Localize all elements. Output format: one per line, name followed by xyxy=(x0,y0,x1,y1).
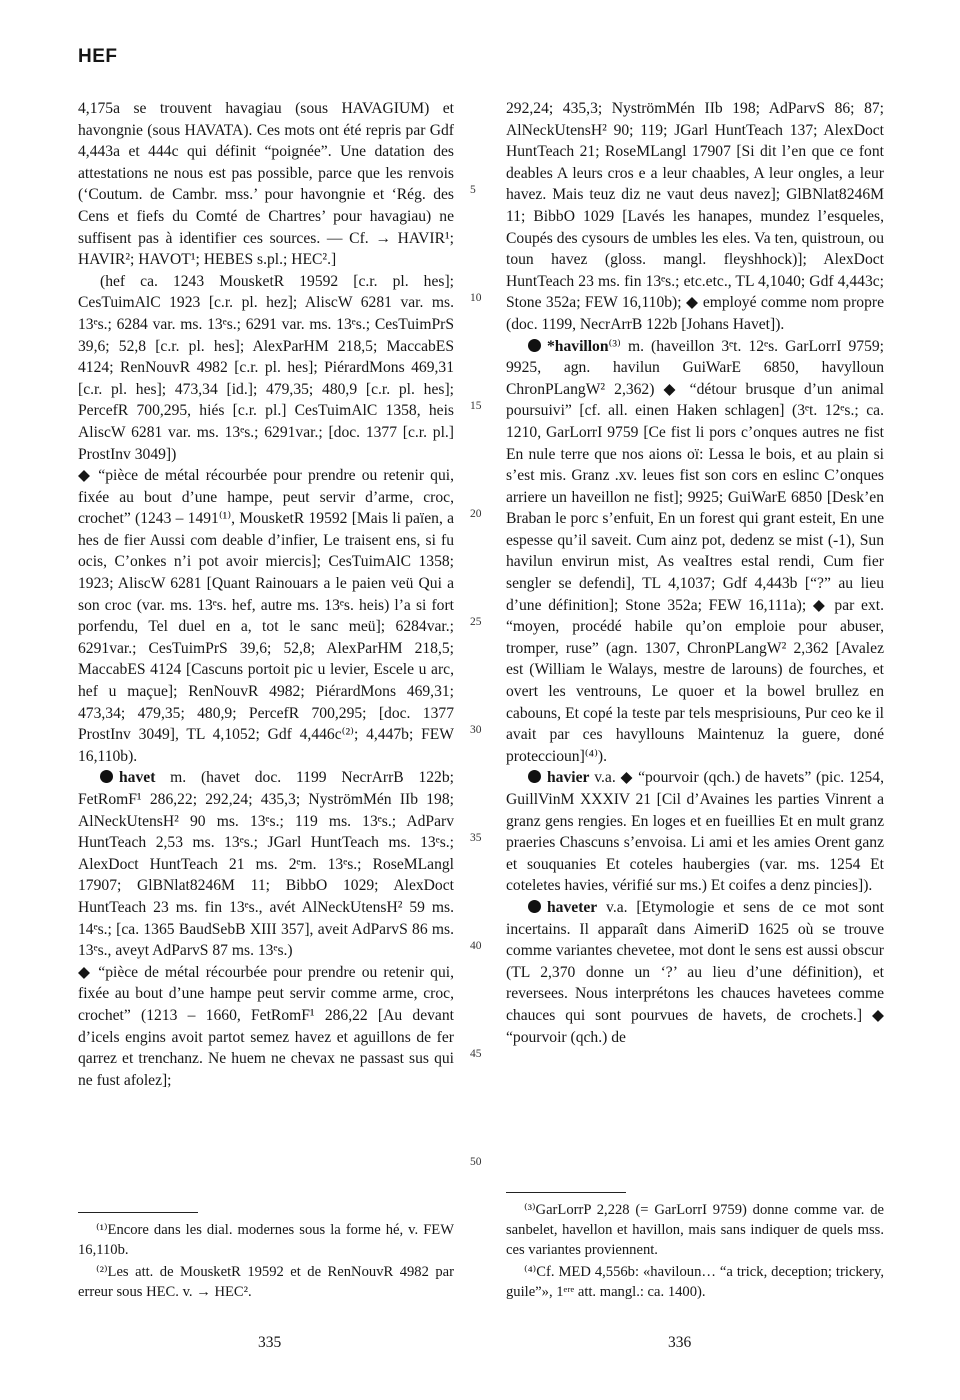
left-paragraph: ◆ “pièce de métal récourbée pour prendre ou retenir qui, fixée au bout d’une hampe peut servir comme arme, croc, crochet” (1213 – 1660, FetRomF¹ 286,22 [Au devant d’icels engins avoit partot semez havez et aguillons de fer qarrez et trenchanz. Ne huem ne chevax ne passast sus qui ne fust afolez]; xyxy=(78,963,454,1089)
line-number: 50 xyxy=(470,1156,482,1168)
entry-havet xyxy=(78,767,454,961)
entry-body: ⁽³⁾ m. (haveillon 3ᵉt. 12ᵉs. GarLorrI 9759; 9925, agn. havilun GuiWarE 6850, havylloun ChronPLangW² 2,362) ◆ “détour brusque d’un animal poursuivi” [cf. all. einen Haken schlagen] (3ᵉt. 12ᵉs.; ca. 1210, GarLorrI 9759 [Ce fist li pors c’onques autres ne fist En nule terre que nos aions oï: Lessa le bois, et au plain si s’est mis. Granz .xv. leues fist son cors en eslinc C’onques arriere un haveillon ne fist]; 9925; GuiWarE 6850 [Desk’en Braban le porc s’enfuit, En un forest qui grant esteit, En une espesse qu’il saveit. Cum ainz pot, dedenz se mist (-1), Sun havilun envirun mist, As veaItres estal rendi, Cum fier sengler se defendi], TL 4,1037; Gdf 4,443b [“?” au lieu d’une définition]; Stone 352a; FEW 16,111a); ◆ par ext. “moyen, procédé habile qu’on emploie pour abuser, tromper, ruse” (agn. 1307, ChronPLangW² 2,362 [Avalez est (William le Walays, mestre de larouns) de fourches, et overt les ventrouns, Le quoer et la bowel brullez en cabouns, Et copé la teste par tels mesprisiouns, Pur ceo ke il avait par ces havyllouns Maintenuz la guere, doné proteccioun]⁽⁴⁾). xyxy=(506,337,884,765)
footnote: ⁽³⁾GarLorrP 2,228 (= GarLorrI 9759) donne comme var. de sanbelet, havellon et havillon, mais sans indiquer de quels mss. ces variantes proviennent. xyxy=(506,1202,884,1258)
footnote: ⁽¹⁾Encore dans les dial. modernes sous la forme hé, v. FEW 16,110b. xyxy=(78,1222,454,1258)
footnotes-right xyxy=(506,1200,884,1304)
footnote-rule xyxy=(506,1192,626,1193)
right-column xyxy=(506,98,884,1048)
left-paragraph: 4,175a se trouvent havagiau (sous HAVAGIUM) et havongnie (sous HAVATA). Ces mots ont été repris par Gdf 4,443a et 444c qui définit “poignée”. Une datation des attestations ne nous est pas possible, parce que les renvois (‘Coutum. de Cambr. mss.’ pour havongnie et ‘Rég. des Cens et fiefs du Comté de Chartres’ pour havagiau) ne suffisent pas à identifier ces sources. — Cf. → HAVIR¹; HAVIR²; HAVOT¹; HEBES s.pl.; HEC².] xyxy=(78,100,454,269)
entry-haveter xyxy=(506,897,884,1048)
line-number: 15 xyxy=(470,400,482,412)
line-number: 20 xyxy=(470,508,482,520)
line-number: 45 xyxy=(470,1048,482,1060)
page-number-left: 335 xyxy=(258,1334,282,1351)
entry-body: v.a. ◆ “pourvoir (qch.) de havets” (pic. 1254, GuillVinM XXXIV 21 [Cil d’Avaines les parties Vinrent a granz gens rengies. En loges et en fueillies Et en mult granz praeries Chascuns s’envoisa. Li ami et les amies Orent ganz et souquanies Et coteles haubergies (var. ms. 1254 Et coteletes havies, vérifié sur ms.) Et coifes a denz pincies]). xyxy=(506,769,884,895)
line-number: 30 xyxy=(470,724,482,736)
left-paragraph: ◆ “pièce de métal récourbée pour prendre ou retenir qui, fixée au bout d’une hampe, peut servir d’arme, croc, crochet” (1243 – 1491⁽¹⁾, MousketR 19592 [Mais li païen, a hes de fier Aussi com deable d’infier, Le traisent ens, si fu ocis, C’onkes n’i pot avoir miercis]; CesTuimAlC 1358; 1923; AliscW 6281 [Quant Rainouars a le paien veü Qui a son croc (var. ms. 13ᵉs. hef, autre ms. 13ᵉs. heis) l’a si fort porfendu, Tel duel en a, tot le sanc meü]; 6284var.; 6291var.; CesTuimPrS 39,6; 52,8; AlexParHM 218,5; MaccabES 4124 [Cascuns portoit pic u levier, Escele u arc, hef u maçue]; RenNouvR 4982; PiérardMons 469,31; 473,34; 479,35; 480,9; PercefR 700,295; [doc. 1377 ProstInv 3049], TL 4,1052; Gdf 4,446c⁽²⁾; 4,447b; FEW 16,110b). xyxy=(78,467,454,765)
headword: haveter xyxy=(547,898,598,916)
entry-bullet-icon xyxy=(528,339,541,352)
line-number: 25 xyxy=(470,616,482,628)
footnote-rule xyxy=(78,1212,198,1213)
footnote: ⁽²⁾Les att. de MousketR 19592 et de RenNouvR 4982 par erreur sous HEC. v. → HEC². xyxy=(78,1264,454,1300)
headword: havier xyxy=(547,769,590,787)
page-number-right: 336 xyxy=(668,1334,692,1351)
line-number: 35 xyxy=(470,832,482,844)
left-paragraph: (hef ca. 1243 MousketR 19592 [c.r. pl. hes]; CesTuimAlC 1923 [c.r. pl. hez]; AliscW 6281 var. ms. 13ᵉs.; 6284 var. ms. 13ᵉs.; 6291 var. ms. 13ᵉs.; CesTuimPrS 39,6; 52,8 [c.r. pl. hes]; AlexParHM 218,5; MaccabES 4124; RenNouvR 4982 [c.r. pl. hes]; PiérardMons 469,31 [c.r. pl. hes]; 473,34 [id.]; 479,35; 480,9 [c.r. pl. hes]; PercefR 700,295, hiés [c.r. pl.] CesTuimAlC 1358, heis AliscW 6281 var. ms. 13ᵉs.; 6291var.; [doc. 1377 [c.r. pl.] ProstInv 3049]) xyxy=(78,272,454,463)
footnotes-left xyxy=(78,1220,454,1304)
headword: *havillon xyxy=(547,337,609,355)
entry-bullet-icon xyxy=(528,770,541,783)
entry-bullet-icon xyxy=(528,900,541,913)
entry-havillon xyxy=(506,336,884,768)
line-number: 10 xyxy=(470,292,482,304)
right-paragraph: 292,24; 435,3; NyströmMén IIb 198; AdParvS 86; 87; AlNeckUtensH² 90; 119; JGarl HuntTeach 137; AlexDoct HuntTeach 21; RoseMLangl 17907 [Si dit l’en que ce font deables A leurs cros e a leur chaables, A leur ongles, a leur havez. Mais teuz diz ne vaut deus navez]; GlBNlat8246M 11; BibbO 1029 [Lavés les hanapes, mundez l’esqueles, Coupés des cysours de umbles les eles. Va ten, quistroun, ou toun havez (gloss. mangl. fleyshhock)]; AlexDoct HuntTeach 23 ms. fin 13ᵉs.; etc.etc., TL 4,1040; Gdf 4,443c; Stone 352a; FEW 16,110b); ◆ employé comme nom propre (doc. 1199, NecrArrB 122b [Johans Havet]). xyxy=(506,100,884,333)
footnote: ⁽⁴⁾Cf. MED 4,556b: «haviloun… “a trick, deception; trickery, guile”», 1ᵉʳᵉ att. mangl.: ca. 1400). xyxy=(506,1264,884,1300)
entry-body: v.a. [Etymologie et sens de ce mot sont incertains. Il apparaît dans AimeriD 1625 où se trouve comme variantes chevetee, mot dont le sens est aussi obscur (TL 2,370 donne un ‘?’ au lieu d’une définition), et reversees. Nous interprétons les chauces havetees comme chauces qui sont pourvues de havets, de crochets.] ◆ “pourvoir (qch.) de xyxy=(506,898,884,1046)
running-head: HEF xyxy=(78,46,118,67)
line-number: 40 xyxy=(470,940,482,952)
entry-body: m. (havet doc. 1199 NecrArrB 122b; FetRomF¹ 286,22; 292,24; 435,3; NyströmMén IIb 198; AlNeckUtensH² 90 ms. 13ᵉs.; 119 ms. 13ᵉs.; AdParv HuntTeach 2,53 ms. 13ᵉs.; JGarl HuntTeach ms. 13ᵉs.; AlexDoct HuntTeach 21 ms. 2ᵉm. 13ᵉs.; RoseMLangl 17907; GlBNlat8246M 11; BibbO 1029; AlexDoct HuntTeach 23 ms. fin 13ᵉs., avét AlNeckUtensH² 59 ms. 14ᵉs.; [ca. 1365 BaudSebB XIII 357], aveit AdParvS 86 ms. 13ᵉs., aveyt AdParvS 87 ms. 13ᵉs.) xyxy=(78,769,454,960)
headword: havet xyxy=(119,769,156,787)
entry-bullet-icon xyxy=(100,770,113,783)
line-number: 5 xyxy=(470,184,476,196)
left-column xyxy=(78,98,454,1091)
entry-havier xyxy=(506,767,884,897)
